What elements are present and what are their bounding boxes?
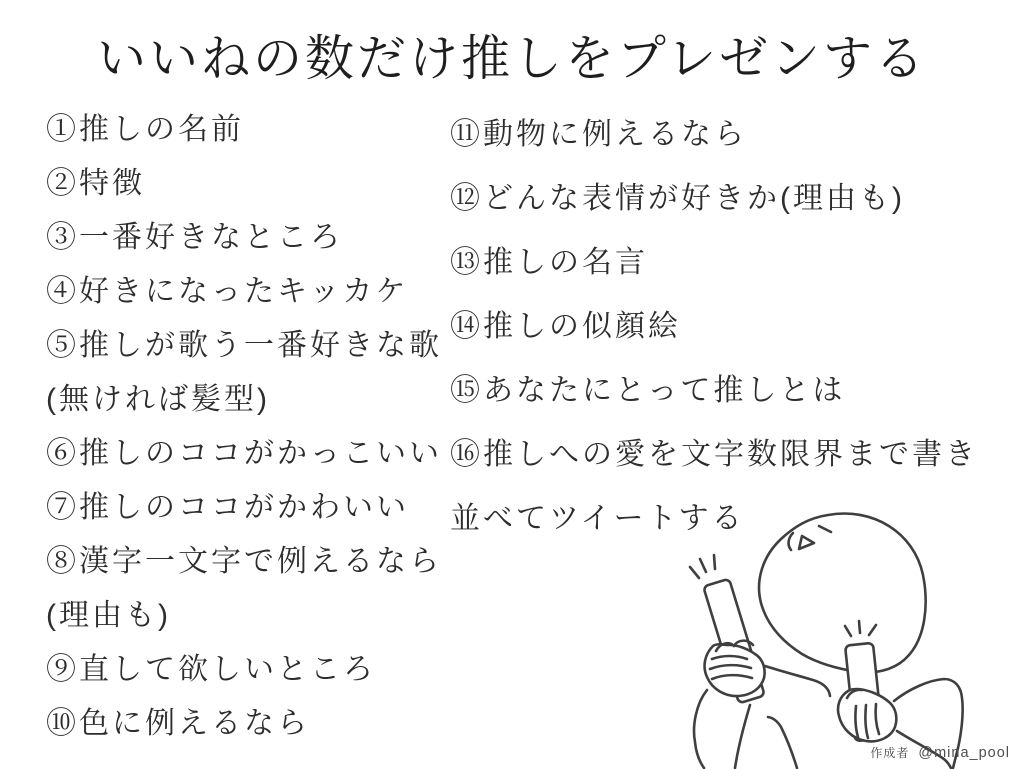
right-hand — [838, 689, 896, 741]
list-item-continuation: (無ければ髪型) — [46, 383, 270, 416]
list-item: ⑮あなたにとって推しとは — [450, 374, 846, 407]
list-item: ⑧漢字一文字で例えるなら — [46, 545, 442, 578]
left-hand — [705, 641, 765, 696]
credit — [870, 744, 1010, 762]
list-item: ⑯推しへの愛を文字数限界まで書き — [450, 438, 978, 471]
page-title: いいねの数だけ推しをプレゼンする — [96, 32, 928, 86]
left-arm — [694, 690, 750, 768]
list-item: ③一番好きなところ — [46, 221, 343, 254]
list-item: ②特徴 — [46, 167, 145, 200]
list-item: ④好きになったキッカケ — [46, 275, 409, 308]
left-phone — [703, 579, 764, 704]
credit-handle: @mina_pool — [918, 745, 1010, 761]
list-item: ⑦推しのココがかわいい — [46, 491, 409, 524]
list-item-continuation: (理由も) — [46, 599, 171, 632]
emphasis-lines-left — [690, 555, 715, 578]
shoulder-line — [765, 666, 830, 696]
list-item-continuation: 並べてツイートする — [450, 502, 745, 535]
list-left-column — [46, 103, 442, 751]
emphasis-lines-right — [845, 621, 876, 636]
list-item: ⑬推しの名言 — [450, 246, 648, 279]
list-item: ⑪動物に例えるなら — [450, 118, 747, 151]
list-item: ⑥推しのココがかっこいい — [46, 437, 442, 470]
chest-line — [768, 717, 797, 768]
right-phone — [845, 643, 883, 741]
list-item: ⑨直して欲しいところ — [46, 653, 376, 686]
list-item: ⑫どんな表情が好きか(理由も) — [450, 182, 905, 215]
list-item: ⑭推しの似顔絵 — [450, 310, 681, 343]
list-item: ⑩色に例えるなら — [46, 707, 310, 740]
list-right-column — [450, 103, 978, 551]
list-item: ①推しの名前 — [46, 113, 244, 146]
list-item: ⑤推しが歌う一番好きな歌 — [46, 329, 442, 362]
credit-label: 作成者 — [870, 746, 910, 760]
